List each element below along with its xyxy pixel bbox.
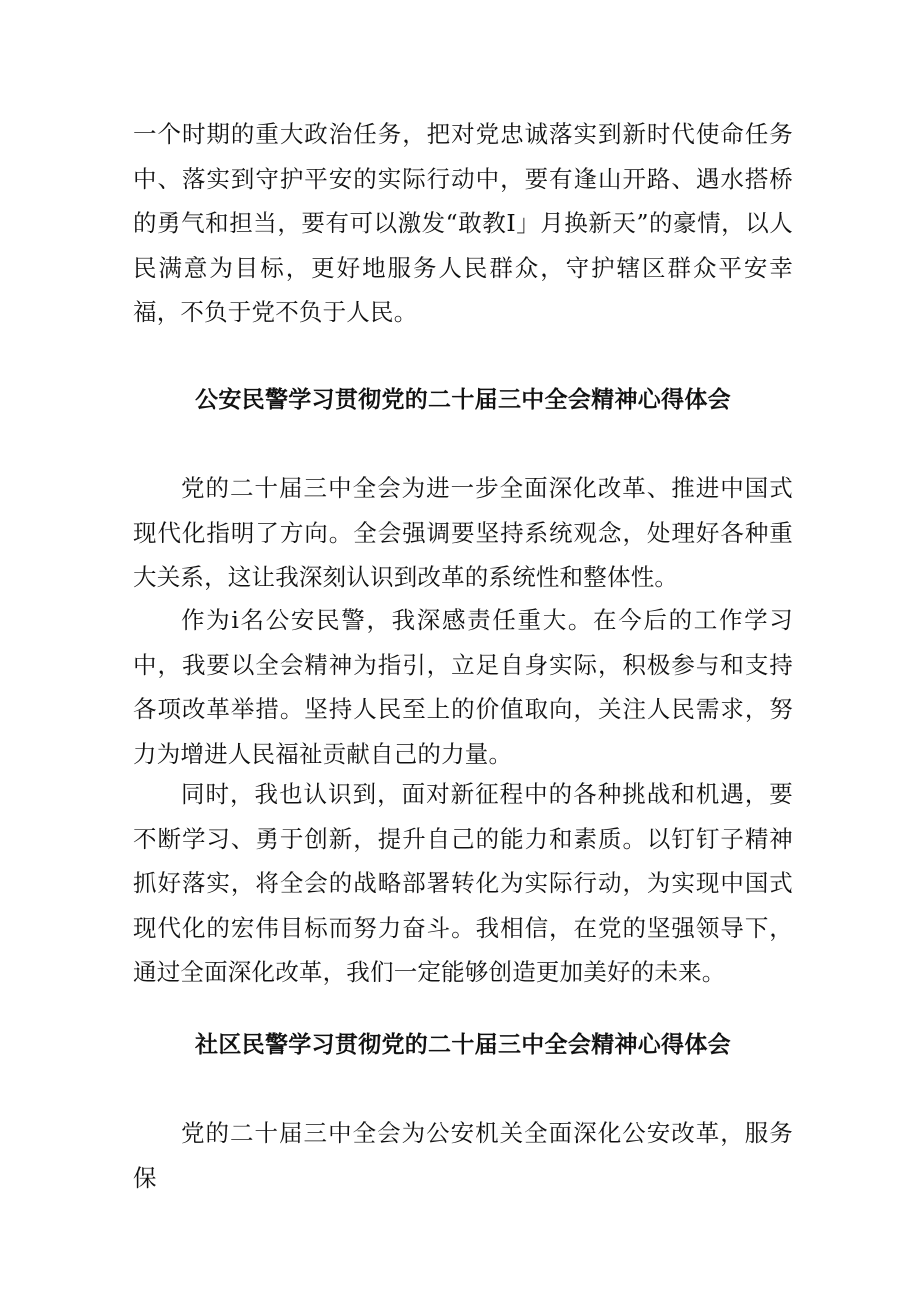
section-title-public-security-police: 公安民警学习贯彻党的二十届三中全会精神心得体会: [195, 387, 731, 413]
body-paragraph-continued: 一个时期的重大政治任务，把对党忠诚落实到新时代使命任务中、落实到守护平安的实际行动中，要有逢山开路、遇水搭桥的勇气和担当，要有可以激发“敢教Ⅰ」月换新天”的豪情，以人民满意为目标，更好地服务人民群众，守护辖区群众平安幸福，不负于党不负于人民。: [133, 120, 793, 326]
section1-paragraph-1: 党的二十届三中全会为进一步全面深化改革、推进中国式现代化指明了方向。全会强调要坚持系统观念，处理好各种重大关系，这让我深刻认识到改革的系统性和整体性。: [133, 474, 793, 591]
section-title-community-police: 社区民警学习贯彻党的二十届三中全会精神心得体会: [195, 1032, 731, 1058]
section1-paragraph-2: 作为i名公安民警，我深感责任重大。在今后的工作学习中，我要以全会精神为指引，立足自身实际，积极参与和支持各项改革举措。坚持人民至上的价值取向，关注人民需求，努力为增进人民福祉贡献自己的力量。: [133, 606, 793, 768]
section1-paragraph-3: 同时，我也认识到，面对新征程中的各种挑战和机遇，要不断学习、勇于创新，提升自己的能力和素质。以钉钉子精神抓好落实，将全会的战略部署转化为实际行动，为实现中国式现代化的宏伟目标而努力奋斗。我相信，在党的坚强领导下，通过全面深化改革，我们一定能够创造更加美好的未来。: [133, 780, 793, 986]
section2-paragraph-1: 党的二十届三中全会为公安机关全面深化公安改革，服务保: [133, 1119, 793, 1192]
